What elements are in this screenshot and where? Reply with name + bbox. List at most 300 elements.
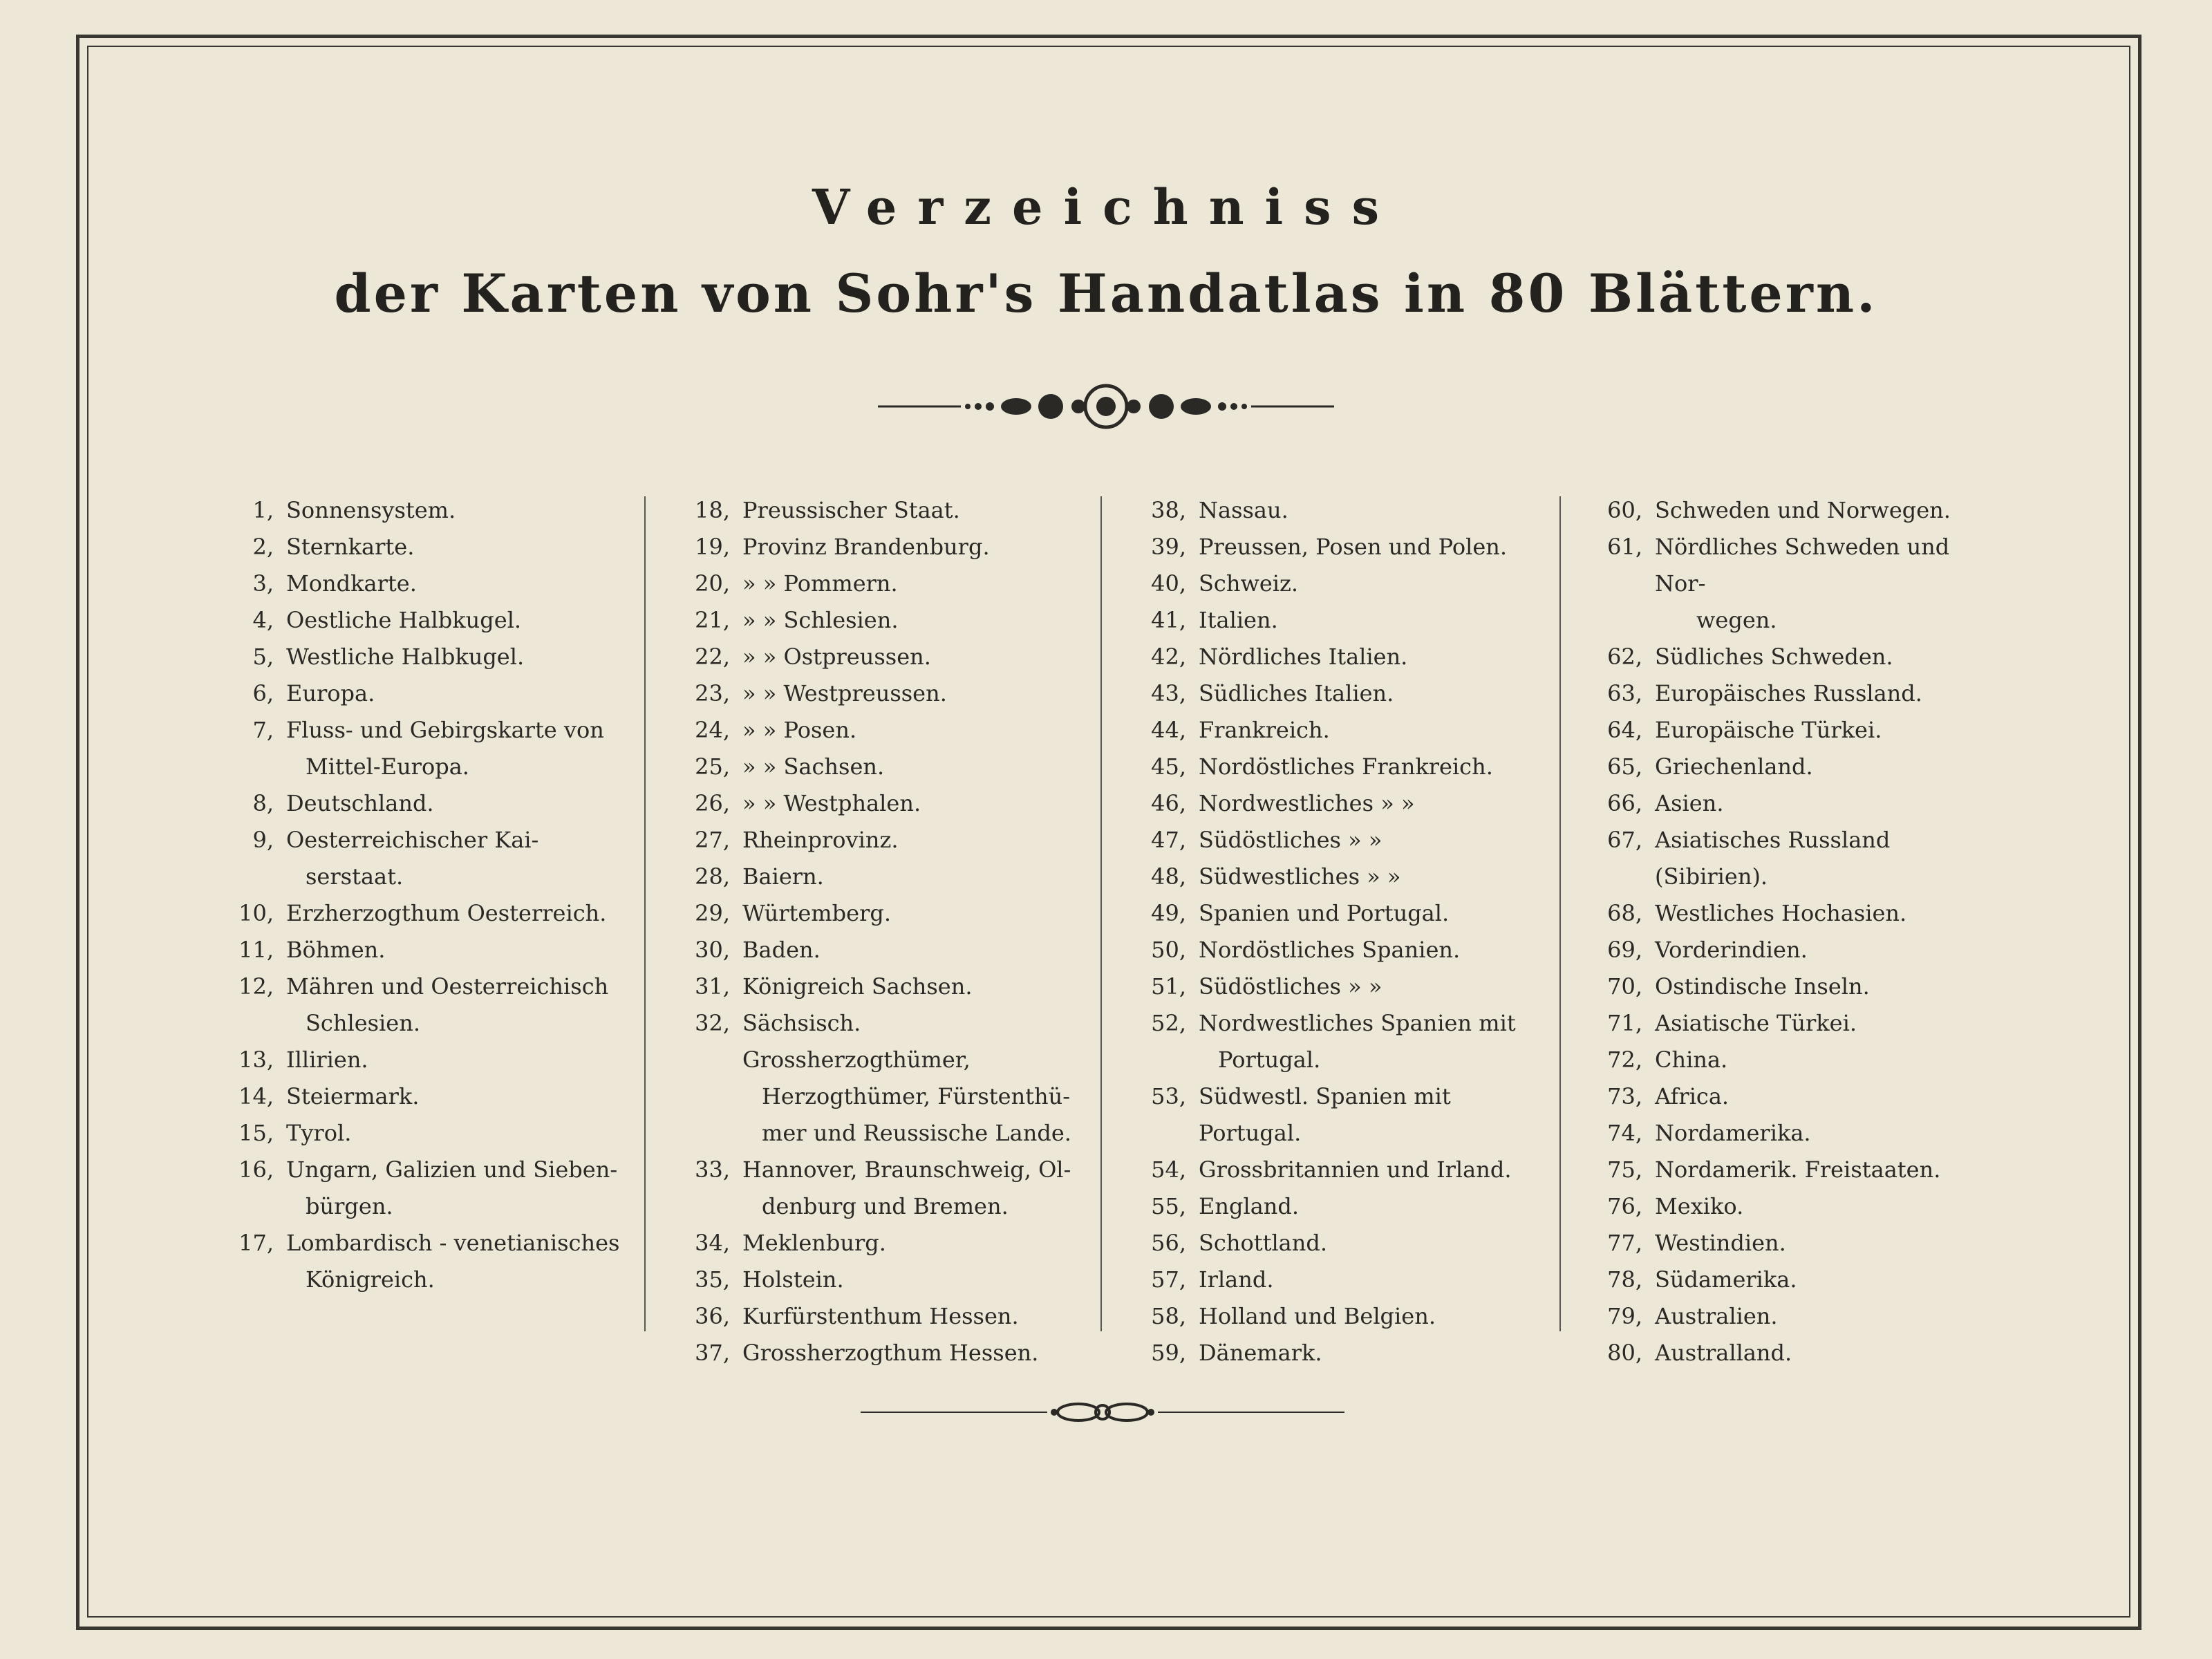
map-title-line: Schottland.	[1199, 1230, 1328, 1256]
map-number: 65,	[1607, 753, 1642, 780]
map-list-column-2	[677, 492, 1092, 1371]
map-number: 24,	[695, 717, 730, 743]
map-number: 28,	[695, 863, 730, 890]
column-divider	[644, 496, 646, 1331]
list-item	[221, 1225, 636, 1298]
map-title	[1642, 932, 1808, 968]
list-item	[1590, 712, 2005, 749]
map-title	[274, 822, 538, 895]
map-number: 23,	[695, 680, 730, 706]
map-title-line: Grossbritannien und Irland.	[1199, 1156, 1512, 1183]
map-title-line: Africa.	[1655, 1083, 1730, 1109]
map-title-line: Südamerika.	[1655, 1266, 1797, 1293]
map-title-line: Schweden und Norwegen.	[1655, 497, 1951, 523]
map-number: 79,	[1607, 1303, 1642, 1329]
list-item	[221, 932, 636, 968]
map-number: 9,	[252, 827, 274, 853]
map-title-line: » » Schlesien.	[742, 607, 899, 633]
map-title-line: Nordöstliches Spanien.	[1199, 937, 1461, 963]
column-divider	[1100, 496, 1102, 1331]
list-item	[677, 785, 1092, 822]
map-title-continuation: mer und Reussische Lande.	[762, 1120, 1071, 1146]
map-title	[1186, 859, 1400, 895]
map-title	[1186, 639, 1407, 675]
map-title	[274, 968, 608, 1042]
map-title	[274, 565, 417, 602]
ornament-divider-bottom-icon	[861, 1395, 1344, 1430]
map-title-continuation: bürgen.	[306, 1193, 393, 1219]
map-title	[1642, 1152, 1940, 1188]
map-title-line: Nordwestliches Spanien mit	[1199, 1010, 1516, 1036]
map-title	[274, 492, 456, 529]
map-number: 44,	[1151, 717, 1186, 743]
list-item	[1590, 675, 2005, 712]
map-title-line: Südliches Schweden.	[1655, 644, 1893, 670]
list-item	[1590, 1298, 2005, 1335]
map-number: 32,	[695, 1010, 730, 1036]
map-number: 1,	[252, 497, 274, 523]
map-title-line: Nordöstliches Frankreich.	[1199, 753, 1493, 780]
list-item	[677, 492, 1092, 529]
map-number: 47,	[1151, 827, 1186, 853]
list-item	[1134, 1005, 1548, 1078]
map-title	[1186, 529, 1507, 565]
map-title-line: » » Ostpreussen.	[742, 644, 931, 670]
list-item	[1134, 895, 1548, 932]
list-item	[1590, 1188, 2005, 1225]
map-number: 29,	[695, 900, 730, 926]
map-title-line: » » Posen.	[742, 717, 857, 743]
map-number: 58,	[1151, 1303, 1186, 1329]
map-title	[274, 529, 414, 565]
map-title-line: Ostindische Inseln.	[1655, 973, 1870, 1000]
list-item	[221, 602, 636, 639]
map-number: 49,	[1151, 900, 1186, 926]
map-title	[1642, 1005, 1857, 1042]
map-number: 17,	[238, 1230, 274, 1256]
map-title	[1642, 785, 1723, 822]
list-item	[677, 1225, 1092, 1262]
list-item	[1134, 565, 1548, 602]
map-number: 54,	[1151, 1156, 1186, 1183]
map-title-line: Ungarn, Galizien und Sieben-	[286, 1156, 618, 1183]
list-item	[677, 968, 1092, 1005]
map-number: 4,	[252, 607, 274, 633]
map-title-line: Asien.	[1655, 790, 1724, 816]
map-title	[1642, 1188, 1743, 1225]
map-title	[1186, 602, 1278, 639]
map-title-continuation: Mittel-Europa.	[306, 753, 469, 780]
map-number: 52,	[1151, 1010, 1186, 1036]
list-item	[1590, 1078, 2005, 1115]
map-number: 5,	[252, 644, 274, 670]
map-number: 30,	[695, 937, 730, 963]
list-item	[1590, 932, 2005, 968]
map-title	[1186, 1078, 1548, 1152]
map-number: 43,	[1151, 680, 1186, 706]
map-title	[730, 822, 898, 859]
map-number: 38,	[1151, 497, 1186, 523]
map-number: 59,	[1151, 1340, 1186, 1366]
map-title-line: Preussischer Staat.	[742, 497, 960, 523]
list-item	[1134, 1225, 1548, 1262]
map-title	[1186, 968, 1382, 1005]
map-number: 45,	[1151, 753, 1186, 780]
map-number: 2,	[252, 534, 274, 560]
map-title-line: Nördliches Schweden und Nor-	[1655, 534, 1950, 597]
list-item	[1134, 492, 1548, 529]
map-number: 16,	[238, 1156, 274, 1183]
map-title-line: Europa.	[286, 680, 375, 706]
map-title-line: Mähren und Oesterreichisch	[286, 973, 609, 1000]
list-item	[221, 1115, 636, 1152]
list-item	[1134, 602, 1548, 639]
map-title-line: Illirien.	[286, 1047, 368, 1073]
map-number: 64,	[1607, 717, 1642, 743]
map-number: 15,	[238, 1120, 274, 1146]
map-title-line: Sächsisch. Grossherzogthümer,	[742, 1010, 971, 1073]
list-item	[221, 968, 636, 1042]
map-number: 60,	[1607, 497, 1642, 523]
list-item	[677, 712, 1092, 749]
map-title-line: Nassau.	[1199, 497, 1288, 523]
map-title	[1642, 1298, 1778, 1335]
list-item	[221, 1078, 636, 1115]
map-title-line: Grossherzogthum Hessen.	[742, 1340, 1039, 1366]
map-title-line: Nordwestliches » »	[1199, 790, 1415, 816]
map-number: 34,	[695, 1230, 730, 1256]
list-item	[1134, 1188, 1548, 1225]
list-item	[1134, 675, 1548, 712]
map-number: 7,	[252, 717, 274, 743]
map-list-column-3	[1134, 492, 1548, 1371]
list-item	[221, 822, 636, 895]
map-title	[730, 492, 960, 529]
map-title-line: Australland.	[1655, 1340, 1792, 1366]
map-title	[1642, 1335, 1792, 1371]
map-title-line: Spanien und Portugal.	[1199, 900, 1450, 926]
map-title-continuation: Schlesien.	[306, 1010, 420, 1036]
map-title-continuation: denburg und Bremen.	[762, 1193, 1009, 1219]
map-title-line: Nordamerik. Freistaaten.	[1655, 1156, 1941, 1183]
map-list-column-4	[1590, 492, 2005, 1371]
map-title	[730, 602, 899, 639]
list-item	[1590, 1042, 2005, 1078]
map-title-line: Holland und Belgien.	[1199, 1303, 1436, 1329]
map-title	[274, 1225, 619, 1298]
list-item	[1134, 1152, 1548, 1188]
map-title	[274, 712, 604, 785]
map-title-line: Mondkarte.	[286, 570, 417, 597]
map-title-line: Schweiz.	[1199, 570, 1299, 597]
map-number: 56,	[1151, 1230, 1186, 1256]
map-title	[1642, 1262, 1797, 1298]
map-number: 78,	[1607, 1266, 1642, 1293]
list-item	[221, 785, 636, 822]
ornament-divider-icon	[878, 379, 1334, 434]
map-title	[1186, 822, 1382, 859]
map-title-line: Westindien.	[1655, 1230, 1786, 1256]
map-title-line: Lombardisch - venetianisches	[286, 1230, 620, 1256]
map-number: 14,	[238, 1083, 274, 1109]
list-item	[221, 1042, 636, 1078]
map-title-line: Südwestl. Spanien mit Portugal.	[1199, 1083, 1451, 1146]
map-number: 69,	[1607, 937, 1642, 963]
map-title-line: Frankreich.	[1199, 717, 1330, 743]
map-number: 42,	[1151, 644, 1186, 670]
map-number: 37,	[695, 1340, 730, 1366]
map-title-line: » » Westpreussen.	[742, 680, 947, 706]
map-title-line: Westliche Halbkugel.	[286, 644, 525, 670]
list-item	[677, 602, 1092, 639]
map-title	[1186, 1298, 1436, 1335]
map-title	[730, 565, 898, 602]
map-title	[274, 1152, 617, 1225]
map-title-line: Mexiko.	[1655, 1193, 1744, 1219]
map-number: 10,	[238, 900, 274, 926]
list-item	[1134, 749, 1548, 785]
list-item	[1590, 639, 2005, 675]
column-divider	[1559, 496, 1561, 1331]
map-number: 51,	[1151, 973, 1186, 1000]
map-title	[1642, 1115, 1811, 1152]
map-title	[730, 859, 824, 895]
map-number: 13,	[238, 1047, 274, 1073]
map-number: 76,	[1607, 1193, 1642, 1219]
map-number: 50,	[1151, 937, 1186, 963]
map-number: 72,	[1607, 1047, 1642, 1073]
map-number: 31,	[695, 973, 730, 1000]
list-item	[677, 822, 1092, 859]
map-title	[1186, 895, 1449, 932]
map-number: 62,	[1607, 644, 1642, 670]
map-number: 8,	[252, 790, 274, 816]
map-number: 71,	[1607, 1010, 1642, 1036]
list-item	[221, 492, 636, 529]
map-title	[1186, 1188, 1299, 1225]
map-title	[1642, 1225, 1786, 1262]
map-number: 27,	[695, 827, 730, 853]
list-item	[677, 1298, 1092, 1335]
map-number: 20,	[695, 570, 730, 597]
list-item	[677, 675, 1092, 712]
map-number: 53,	[1151, 1083, 1186, 1109]
map-title	[1186, 1262, 1274, 1298]
map-title-line: Baden.	[742, 937, 821, 963]
map-title-continuation: serstaat.	[306, 863, 404, 890]
map-title-line: » » Pommern.	[742, 570, 898, 597]
list-item	[677, 1152, 1092, 1225]
map-title	[730, 1262, 844, 1298]
list-item	[1590, 529, 2005, 639]
map-title-line: Sonnensystem.	[286, 497, 456, 523]
map-title-line: Tyrol.	[286, 1120, 352, 1146]
map-title-line: Baiern.	[742, 863, 824, 890]
map-number: 73,	[1607, 1083, 1642, 1109]
map-title	[274, 675, 375, 712]
map-number: 33,	[695, 1156, 730, 1183]
map-title	[730, 712, 856, 749]
map-number: 77,	[1607, 1230, 1642, 1256]
map-number: 66,	[1607, 790, 1642, 816]
list-item	[677, 529, 1092, 565]
map-title-line: Asiatische Türkei.	[1655, 1010, 1857, 1036]
list-item	[1134, 968, 1548, 1005]
map-number: 36,	[695, 1303, 730, 1329]
list-item	[221, 712, 636, 785]
map-title-line: Südwestliches » »	[1199, 863, 1401, 890]
list-item	[1590, 1152, 2005, 1188]
list-item	[677, 1262, 1092, 1298]
map-title-line: England.	[1199, 1193, 1300, 1219]
map-title-line: Südöstliches » »	[1199, 827, 1382, 853]
list-item	[1590, 492, 2005, 529]
list-item	[1134, 932, 1548, 968]
list-item	[677, 639, 1092, 675]
map-title	[1642, 1078, 1729, 1115]
map-title-line: Fluss- und Gebirgskarte von	[286, 717, 604, 743]
map-number: 63,	[1607, 680, 1642, 706]
map-title	[1642, 749, 1813, 785]
page-title: Verzeichniss	[812, 178, 1400, 236]
map-title-line: Provinz Brandenburg.	[742, 534, 990, 560]
map-title	[1642, 675, 1922, 712]
map-number: 21,	[695, 607, 730, 633]
map-title	[274, 639, 524, 675]
map-title	[274, 932, 385, 968]
map-title-line: Griechenland.	[1655, 753, 1813, 780]
list-item	[221, 895, 636, 932]
list-item	[677, 932, 1092, 968]
map-title	[1642, 1042, 1727, 1078]
list-item	[1134, 1078, 1548, 1152]
map-number: 39,	[1151, 534, 1186, 560]
map-number: 48,	[1151, 863, 1186, 890]
map-list-column-1	[221, 492, 636, 1298]
list-item	[1134, 785, 1548, 822]
map-title	[1186, 565, 1298, 602]
map-title-line: Rheinprovinz.	[742, 827, 899, 853]
map-number: 3,	[252, 570, 274, 597]
map-title-line: Königreich Sachsen.	[742, 973, 973, 1000]
map-title	[274, 602, 521, 639]
map-title-line: Vorderindien.	[1655, 937, 1808, 963]
map-title-line: Oesterreichischer Kai-	[286, 827, 539, 853]
list-item	[1134, 822, 1548, 859]
map-title	[1186, 785, 1415, 822]
list-item	[1134, 1262, 1548, 1298]
map-title-continuation: Herzogthümer, Fürstenthü-	[762, 1083, 1071, 1109]
map-title-line: Preussen, Posen und Polen.	[1199, 534, 1508, 560]
list-item	[1590, 822, 2005, 895]
map-title-continuation: Königreich.	[306, 1266, 435, 1293]
map-number: 41,	[1151, 607, 1186, 633]
list-item	[1590, 1005, 2005, 1042]
map-number: 68,	[1607, 900, 1642, 926]
list-item	[221, 675, 636, 712]
map-title-continuation: Portugal.	[1218, 1047, 1321, 1073]
map-number: 18,	[695, 497, 730, 523]
list-item	[677, 1335, 1092, 1371]
page-subtitle: der Karten von Sohr's Handatlas in 80 Blättern.	[334, 263, 1878, 324]
map-title	[274, 1078, 419, 1115]
map-number: 35,	[695, 1266, 730, 1293]
map-title-line: Europäisches Russland.	[1655, 680, 1922, 706]
map-title-line: Hannover, Braunschweig, Ol-	[742, 1156, 1071, 1183]
list-item	[1134, 712, 1548, 749]
list-item	[1134, 639, 1548, 675]
map-number: 70,	[1607, 973, 1642, 1000]
map-title	[1642, 968, 1870, 1005]
map-title	[730, 1225, 886, 1262]
list-item	[1134, 529, 1548, 565]
list-item	[221, 1152, 636, 1225]
map-title-line: » » Westphalen.	[742, 790, 921, 816]
map-number: 22,	[695, 644, 730, 670]
map-title	[274, 785, 434, 822]
map-title-continuation: wegen.	[1696, 607, 1777, 633]
map-title	[730, 1152, 1071, 1225]
map-number: 55,	[1151, 1193, 1186, 1219]
list-item	[1590, 785, 2005, 822]
map-title-line: Oestliche Halbkugel.	[286, 607, 522, 633]
list-item	[677, 749, 1092, 785]
map-title	[1642, 822, 2005, 895]
map-number: 25,	[695, 753, 730, 780]
map-title-line: Böhmen.	[286, 937, 386, 963]
map-title	[1186, 749, 1493, 785]
map-title-line: Würtemberg.	[742, 900, 892, 926]
map-title	[730, 968, 972, 1005]
map-title-line: Asiatisches Russland (Sibirien).	[1655, 827, 1891, 890]
map-title-line: China.	[1655, 1047, 1728, 1073]
list-item	[1590, 1262, 2005, 1298]
map-title	[1642, 639, 1893, 675]
map-title	[730, 1005, 1092, 1152]
map-title	[730, 785, 921, 822]
map-title	[730, 1298, 1019, 1335]
list-item	[677, 859, 1092, 895]
map-title	[1186, 712, 1330, 749]
list-item	[1134, 1335, 1548, 1371]
map-title	[730, 529, 990, 565]
map-number: 80,	[1607, 1340, 1642, 1366]
map-number: 61,	[1607, 534, 1642, 560]
map-title	[1186, 1152, 1511, 1188]
list-item	[1590, 1225, 2005, 1262]
map-title-line: Holstein.	[742, 1266, 844, 1293]
map-title-line: Westliches Hochasien.	[1655, 900, 1907, 926]
map-title	[730, 1335, 1038, 1371]
map-title-line: Deutschland.	[286, 790, 434, 816]
map-number: 74,	[1607, 1120, 1642, 1146]
list-item	[677, 1005, 1092, 1152]
map-title-line: Sternkarte.	[286, 534, 415, 560]
map-title-line: Nördliches Italien.	[1199, 644, 1408, 670]
map-title	[1642, 529, 2005, 639]
list-item	[221, 565, 636, 602]
map-title	[1186, 1005, 1516, 1078]
map-number: 75,	[1607, 1156, 1642, 1183]
map-number: 67,	[1607, 827, 1642, 853]
map-title	[1186, 1335, 1322, 1371]
map-number: 19,	[695, 534, 730, 560]
map-title	[274, 1115, 351, 1152]
map-title-line: Südliches Italien.	[1199, 680, 1394, 706]
map-number: 12,	[238, 973, 274, 1000]
map-title	[1186, 675, 1394, 712]
map-title	[274, 895, 606, 932]
